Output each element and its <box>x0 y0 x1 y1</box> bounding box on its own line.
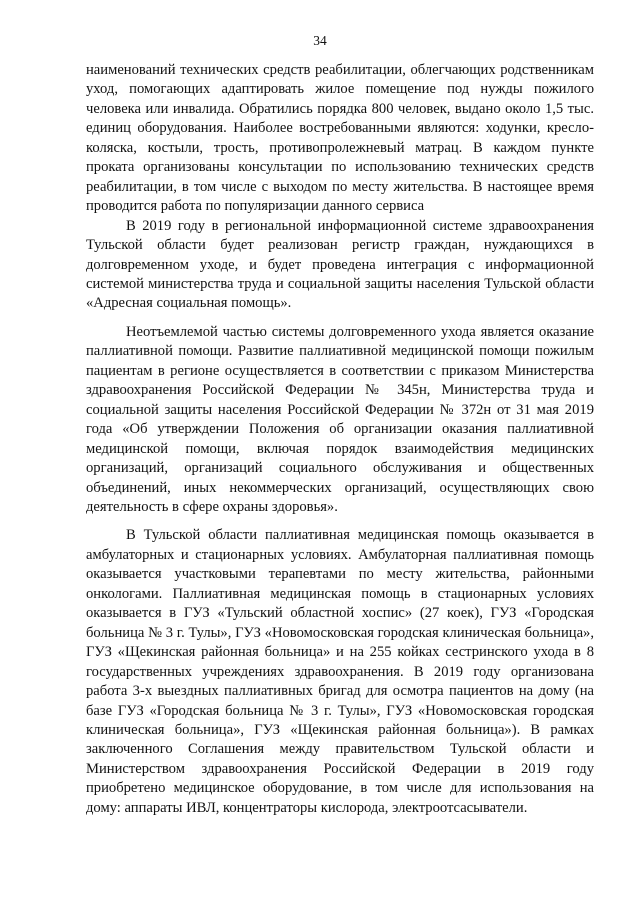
paragraph-palliative-care: Неотъемлемой частью системы долговременного ухода является оказание паллиативной помощи. Развитие паллиативной медицинской помощи пожилым пациентам в регионе осуществляется в соответствии с приказом Министерства здравоохранения Российской Федерации № 345н, Министерства труда и социальной защиты населения Российской Федерации № 372н от 31 мая 2019 года «Об утверждении Положения об организации оказания паллиативной медицинской помощи, включая порядок взаимодействия медицинских организаций, организаций социального обслуживания и общественных объединений, иных некоммерческих организаций, осуществляющих свою деятельность в сфере охраны здоровья». <box>86 323 594 515</box>
page-number: 34 <box>313 33 327 48</box>
paragraph-registry: В 2019 году в региональной информационной системе здравоохранения Тульской области будет реализован регистр граждан, нуждающихся в долговременном уходе, и будет проведена интеграция с информационной системой министерства труда и социальной защиты населения Тульской области «Адресная социальная помощь». <box>86 217 594 312</box>
paragraph-continuation: наименований технических средств реабилитации, облегчающих родственникам уход, помогающих адаптировать жилое помещение под нужды пожилого человека или инвалида. Обратились порядка 800 человек, выдано около 1,5 тыс. единиц оборудования. Наиболее востребованными являются: ходунки, кресло-коляска, костыли, трость, противопролежневый матрац. В каждом пункте проката организованы консультации по использованию технических средств реабилитации, в том числе с выходом по месту жительства. В настоящее время проводится работа по популяризации данного сервиса <box>86 62 594 215</box>
document-body <box>86 61 594 818</box>
paragraph-tula-palliative: В Тульской области паллиативная медицинская помощь оказывается в амбулаторных и стационарных условиях. Амбулаторная паллиативная помощь оказывается участковыми терапевтами по месту жительства, районными онкологами. Паллиативная медицинская помощь в стационарных условиях оказывается в ГУЗ «Тульский областной хоспис» (27 коек), ГУЗ «Городская больница № 3 г. Тулы», ГУЗ «Новомосковская городская клиническая больница», ГУЗ «Щекинская районная больница» и на 255 койках сестринского ухода в 8 государственных учреждениях здравоохранения. В 2019 году организована работа 3-х выездных паллиативных бригад для осмотра пациентов на дому (на базе ГУЗ «Городская больница № 3 г. Тулы», ГУЗ «Новомосковская городская клиническая больница», ГУЗ «Щекинская районная больница»). В рамках заключенного Соглашения между правительством Тульской области и Министерством здравоохранения Российской Федерации в 2019 году приобретено медицинское оборудование, в том числе для использования на дому: аппараты ИВЛ, концентраторы кислорода, электроотсасыватели. <box>86 527 594 816</box>
